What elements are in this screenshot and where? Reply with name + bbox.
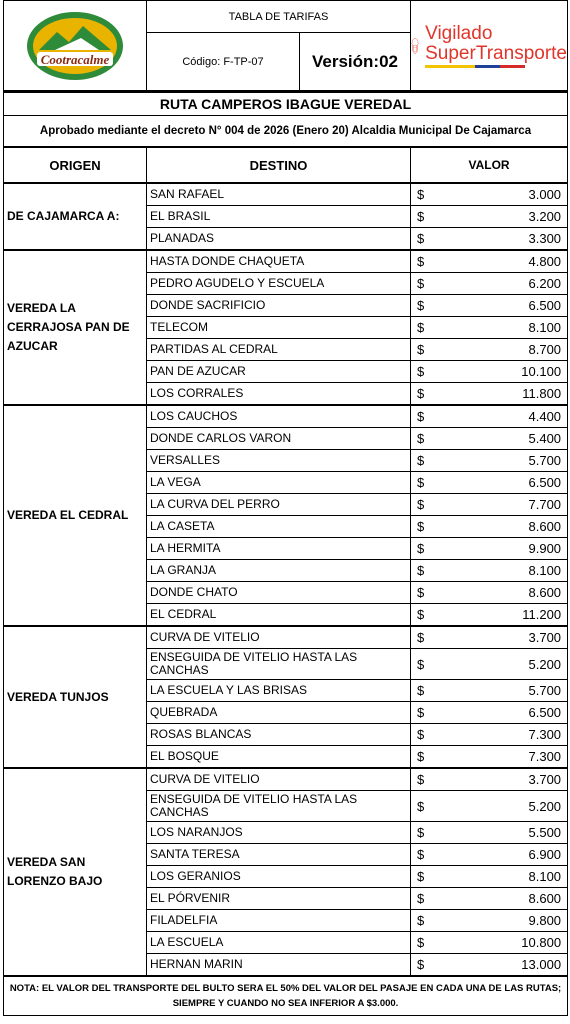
tariff-row — [4, 405, 568, 428]
approval-line: Aprobado mediante el decreto N° 004 de 2026 (Enero 20) Alcaldia Municipal De Cajamarca — [4, 116, 568, 148]
currency-symbol: $ — [411, 428, 451, 450]
tariff-table — [3, 91, 568, 1016]
destination-cell: SANTA TERESA — [147, 844, 411, 866]
currency-symbol: $ — [411, 560, 451, 582]
currency-symbol: $ — [411, 626, 451, 649]
currency-symbol: $ — [411, 954, 451, 977]
destination-cell: PARTIDAS AL CEDRAL — [147, 339, 411, 361]
company-logo-graphic — [25, 10, 125, 82]
currency-symbol: $ — [411, 183, 451, 206]
destination-cell: FILADELFIA — [147, 910, 411, 932]
destination-cell: CURVA DE VITELIO — [147, 626, 411, 649]
fare-amount: 8.100 — [451, 560, 568, 582]
fare-amount: 10.100 — [451, 361, 568, 383]
currency-symbol: $ — [411, 888, 451, 910]
currency-symbol: $ — [411, 768, 451, 791]
origin-cell: VEREDA EL CEDRAL — [4, 405, 147, 626]
colombia-flag-stripe — [425, 65, 525, 68]
fare-amount: 11.200 — [451, 604, 568, 627]
fare-amount: 6.500 — [451, 702, 568, 724]
destination-cell: VERSALLES — [147, 450, 411, 472]
currency-symbol: $ — [411, 494, 451, 516]
fare-amount: 6.500 — [451, 295, 568, 317]
currency-symbol: $ — [411, 339, 451, 361]
document-title: TABLA DE TARIFAS — [147, 1, 411, 33]
company-logo-cell — [4, 1, 147, 91]
fare-amount: 11.800 — [451, 383, 568, 406]
currency-symbol: $ — [411, 582, 451, 604]
destination-cell: LOS GERANIOS — [147, 866, 411, 888]
destination-cell: LOS CORRALES — [147, 383, 411, 406]
value-column-header: VALOR — [411, 147, 568, 183]
currency-symbol: $ — [411, 724, 451, 746]
destination-cell: TELECOM — [147, 317, 411, 339]
fare-amount: 3.000 — [451, 183, 568, 206]
origin-cell: VEREDA TUNJOS — [4, 626, 147, 768]
fare-amount: 5.400 — [451, 428, 568, 450]
tariff-row — [4, 183, 568, 206]
tariff-row — [4, 768, 568, 791]
destination-cell: HERNAN MARIN — [147, 954, 411, 977]
fare-amount: 9.900 — [451, 538, 568, 560]
destination-cell: SAN RAFAEL — [147, 183, 411, 206]
vigilado-logo-cell — [411, 1, 568, 91]
destination-cell: PAN DE AZUCAR — [147, 361, 411, 383]
destination-cell: LA ESCUELA Y LAS BRISAS — [147, 680, 411, 702]
destination-cell: LA GRANJA — [147, 560, 411, 582]
destination-cell: ENSEGUIDA DE VITELIO HASTA LAS CANCHAS — [147, 791, 411, 822]
currency-symbol: $ — [411, 910, 451, 932]
document-version: Versión:02 — [300, 33, 411, 91]
fare-amount: 4.400 — [451, 405, 568, 428]
fare-amount: 8.100 — [451, 317, 568, 339]
currency-symbol: $ — [411, 405, 451, 428]
destination-cell: QUEBRADA — [147, 702, 411, 724]
fare-amount: 6.500 — [451, 472, 568, 494]
fare-amount: 5.500 — [451, 822, 568, 844]
destination-cell: EL BOSQUE — [147, 746, 411, 769]
fare-amount: 6.900 — [451, 844, 568, 866]
currency-symbol: $ — [411, 866, 451, 888]
currency-symbol: $ — [411, 450, 451, 472]
fare-amount: 8.600 — [451, 516, 568, 538]
currency-symbol: $ — [411, 361, 451, 383]
fare-amount: 7.300 — [451, 724, 568, 746]
route-title: RUTA CAMPEROS IBAGUE VEREDAL — [4, 92, 568, 116]
destination-cell: ENSEGUIDA DE VITELIO HASTA LAS CANCHAS — [147, 649, 411, 680]
fare-amount: 8.100 — [451, 866, 568, 888]
currency-symbol: $ — [411, 317, 451, 339]
currency-symbol: $ — [411, 746, 451, 769]
fare-amount: 3.300 — [451, 228, 568, 251]
destination-cell: PEDRO AGUDELO Y ESCUELA — [147, 273, 411, 295]
fare-amount: 10.800 — [451, 932, 568, 954]
currency-symbol: $ — [411, 680, 451, 702]
currency-symbol: $ — [411, 516, 451, 538]
vigilado-logo — [411, 15, 567, 77]
fare-amount: 4.800 — [451, 250, 568, 273]
destination-cell: LA ESCUELA — [147, 932, 411, 954]
currency-symbol: $ — [411, 206, 451, 228]
currency-symbol: $ — [411, 538, 451, 560]
origin-cell: VEREDA SAN LORENZO BAJO — [4, 768, 147, 976]
currency-symbol: $ — [411, 250, 451, 273]
destination-cell: HASTA DONDE CHAQUETA — [147, 250, 411, 273]
fare-amount: 6.200 — [451, 273, 568, 295]
fare-amount: 5.700 — [451, 680, 568, 702]
fare-amount: 5.700 — [451, 450, 568, 472]
origin-column-header: ORIGEN — [4, 147, 147, 183]
destination-cell: LA HERMITA — [147, 538, 411, 560]
fare-amount: 8.700 — [451, 339, 568, 361]
destination-cell: CURVA DE VITELIO — [147, 768, 411, 791]
destination-cell: DONDE CARLOS VARON — [147, 428, 411, 450]
currency-symbol: $ — [411, 932, 451, 954]
company-logo — [25, 10, 125, 82]
fare-amount: 13.000 — [451, 954, 568, 977]
destination-cell: LOS CAUCHOS — [147, 405, 411, 428]
tariff-row — [4, 250, 568, 273]
fare-amount: 5.200 — [451, 649, 568, 680]
destination-cell: EL CEDRAL — [147, 604, 411, 627]
fare-amount: 7.300 — [451, 746, 568, 769]
origin-cell: DE CAJAMARCA A: — [4, 183, 147, 250]
header-table — [3, 0, 568, 91]
fare-amount: 3.700 — [451, 768, 568, 791]
destination-cell: LA CURVA DEL PERRO — [147, 494, 411, 516]
currency-symbol: $ — [411, 822, 451, 844]
fare-amount: 8.600 — [451, 582, 568, 604]
tariff-sheet — [3, 0, 567, 1016]
currency-symbol: $ — [411, 228, 451, 251]
coat-of-arms-icon — [411, 15, 419, 77]
destination-cell: LA VEGA — [147, 472, 411, 494]
destination-cell: ROSAS BLANCAS — [147, 724, 411, 746]
fare-amount: 3.700 — [451, 626, 568, 649]
destination-cell: DONDE CHATO — [147, 582, 411, 604]
currency-symbol: $ — [411, 702, 451, 724]
currency-symbol: $ — [411, 472, 451, 494]
currency-symbol: $ — [411, 844, 451, 866]
fare-amount: 9.800 — [451, 910, 568, 932]
fare-amount: 7.700 — [451, 494, 568, 516]
destination-cell: LOS NARANJOS — [147, 822, 411, 844]
company-logo-text: Cootracalme — [40, 51, 110, 67]
fare-amount: 8.600 — [451, 888, 568, 910]
destination-cell: DONDE SACRIFICIO — [147, 295, 411, 317]
destination-column-header: DESTINO — [147, 147, 411, 183]
supertransporte-label: SuperTransporte — [425, 42, 567, 64]
tariff-row — [4, 626, 568, 649]
currency-symbol: $ — [411, 273, 451, 295]
currency-symbol: $ — [411, 295, 451, 317]
currency-symbol: $ — [411, 383, 451, 406]
destination-cell: EL PÓRVENIR — [147, 888, 411, 910]
fare-amount: 5.200 — [451, 791, 568, 822]
currency-symbol: $ — [411, 604, 451, 627]
footer-note: NOTA: EL VALOR DEL TRANSPORTE DEL BULTO SERA EL 50% DEL VALOR DEL PASAJE EN CADA UNA DE LAS RUTAS; SIEMPRE Y CUANDO NO SEA INFERIOR A $3.000. — [4, 976, 568, 1016]
destination-cell: PLANADAS — [147, 228, 411, 251]
vigilado-label: Vigilado — [425, 22, 493, 44]
currency-symbol: $ — [411, 791, 451, 822]
destination-cell: LA CASETA — [147, 516, 411, 538]
currency-symbol: $ — [411, 649, 451, 680]
document-code: Código: F-TP-07 — [147, 33, 300, 91]
origin-cell: VEREDA LA CERRAJOSA PAN DE AZUCAR — [4, 250, 147, 405]
destination-cell: EL BRASIL — [147, 206, 411, 228]
fare-amount: 3.200 — [451, 206, 568, 228]
